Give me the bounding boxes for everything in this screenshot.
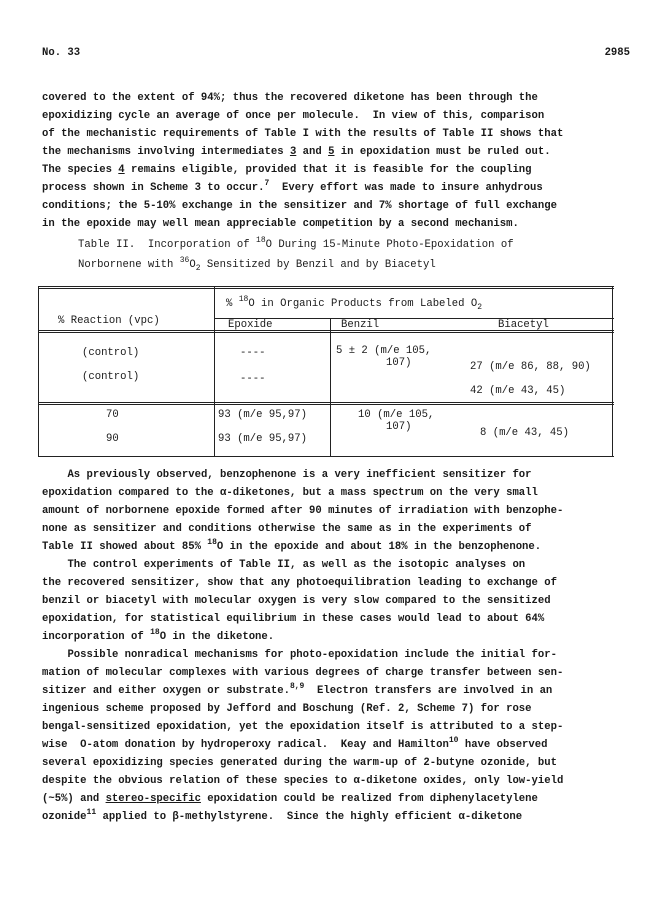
table-rule	[330, 318, 331, 457]
text-line: despite the obvious relation of these species to α-diketone oxides, only low-yield	[42, 775, 564, 787]
text-line: the recovered sensitizer, show that any photoequilibration leading to exchange of	[42, 577, 557, 589]
biacetyl-cell: 42 (m/e 43, 45)	[470, 385, 566, 397]
underlined-term: stereo-specific	[105, 793, 201, 805]
biacetyl-cell: 27 (m/e 86, 88, 90)	[470, 361, 591, 373]
table-rule	[38, 286, 614, 287]
text-line: bengal-sensitized epoxidation, yet the epoxidation itself is attributed to a step-	[42, 721, 564, 733]
epoxide-cell: ----	[240, 347, 266, 359]
table-rule	[214, 286, 215, 457]
text-line: amount of norbornene epoxide formed after 90 minutes of irradiation with benzophe-	[42, 505, 564, 517]
text-line: conditions; the 5-10% exchange in the sensitizer and 7% shortage of full exchange	[42, 200, 557, 212]
biacetyl-cell: 8 (m/e 43, 45)	[480, 427, 570, 439]
column-header-isotope: % $^{18}$O in Organic Products from Labeled $O_2$	[226, 295, 483, 312]
issue-number: No. 33	[42, 47, 81, 59]
epoxide-cell: 93 (m/e 95,97)	[218, 409, 308, 421]
column-header-epoxide: Epoxide	[228, 319, 273, 331]
paragraph-2	[42, 466, 632, 556]
benzil-cell: 5 ± 2 (m/e 105,	[336, 345, 432, 357]
text-line: (~5%) and stereo-specific epoxidation could be realized from diphenylacetylene	[42, 793, 538, 805]
text-line: wise O-atom donation by hydroperoxy radical. Keay and Hamilton$^{10}$ have observed	[42, 736, 548, 751]
text-line: covered to the extent of 94%; thus the recovered diketone has been through the	[42, 92, 538, 104]
text-line: ingenious scheme proposed by Jefford and Boschung (Ref. 2, Scheme 7) for rose	[42, 703, 532, 715]
paragraph-4	[42, 646, 632, 826]
text-line: several epoxidizing species generated during the warm-up of 2-butyne ozonide, but	[42, 757, 557, 769]
text-line: mation of molecular complexes with various degrees of charge transfer between sen-	[42, 667, 564, 679]
benzil-cell: 10 (m/e 105,	[358, 409, 435, 421]
table-ii	[38, 286, 614, 458]
text-line: The control experiments of Table II, as well as the isotopic analyses on	[67, 559, 526, 571]
epoxide-cell: 93 (m/e 95,97)	[218, 433, 308, 445]
table-rule	[38, 456, 614, 457]
text-line: Table II showed about 85% $^{18}$O in the epoxide and about 18% in the benzophenone.	[42, 538, 542, 553]
text-line: epoxidation, for statistical equilibrium in these cases would lead to about 64%	[42, 613, 545, 625]
intermediate-ref: 4	[118, 164, 125, 176]
intermediate-ref: 3	[289, 146, 297, 158]
table-rule	[38, 286, 39, 457]
reaction-cell: (control)	[82, 371, 140, 383]
column-header-biacetyl: Biacetyl	[498, 319, 549, 331]
reaction-cell: 70	[106, 409, 119, 421]
text-line: ozonide$^{11}$ applied to β-methylstyrene. Since the highly efficient α-diketone	[42, 808, 523, 823]
page-number: 2985	[604, 47, 630, 59]
intermediate-ref: 5	[328, 146, 335, 158]
text-line: in the epoxide may well mean appreciable competition by a second mechanism.	[42, 218, 519, 230]
text-line: process shown in Scheme 3 to occur.$^7$ Every effort was made to insure anhydrous	[42, 179, 543, 194]
footnote-ref: 7	[264, 179, 270, 188]
table-rule	[38, 288, 614, 289]
text-line: epoxidation compared to the α-diketones, but a mass spectrum on the very small	[42, 487, 538, 499]
paragraph-3	[42, 556, 632, 646]
reaction-cell: 90	[106, 433, 119, 445]
benzil-cell: 107)	[386, 421, 412, 433]
text-line: of the mechanistic requirements of Table I with the results of Table II shows that	[42, 128, 564, 140]
paragraph-1	[42, 89, 632, 233]
text-line: none as sensitizer and conditions otherwise the same as in the experiments of	[42, 523, 532, 535]
table-rule	[38, 402, 614, 403]
text-line: the mechanisms involving intermediates 3 and 5 in epoxidation must be ruled out.	[42, 146, 551, 158]
text-line: As previously observed, benzophenone is a very inefficient sensitizer for	[67, 469, 532, 481]
text-line: benzil or biacetyl with molecular oxygen is very slow compared to the sensitized	[42, 595, 551, 607]
text-line: The species 4 remains eligible, provided that it is feasible for the coupling	[42, 164, 532, 176]
table-rule	[214, 318, 614, 319]
reaction-cell: (control)	[82, 347, 140, 359]
table-rule	[38, 404, 614, 405]
table-rule	[612, 286, 613, 457]
text-line: incorporation of $^{18}$O in the diketone.	[42, 628, 275, 643]
epoxide-cell: ----	[240, 373, 266, 385]
page-header	[42, 44, 630, 60]
text-line: sitizer and either oxygen or substrate.$^{8,9}$ Electron transfers are involved in an	[42, 682, 553, 697]
column-header-benzil: Benzil	[341, 319, 380, 331]
text-line: epoxidizing cycle an average of once per molecule. In view of this, comparison	[42, 110, 545, 122]
text-line: Possible nonradical mechanisms for photo-epoxidation include the initial for-	[67, 649, 557, 661]
table-caption: Table II. Incorporation of $^{18}$O During 15-Minute Photo-Epoxidation of Norbornene with $^{36}O_2$ Sensitized by Benzil and by Biacetyl	[78, 236, 514, 273]
benzil-cell: 107)	[386, 357, 412, 369]
column-header-reaction: % Reaction (vpc)	[58, 315, 160, 327]
